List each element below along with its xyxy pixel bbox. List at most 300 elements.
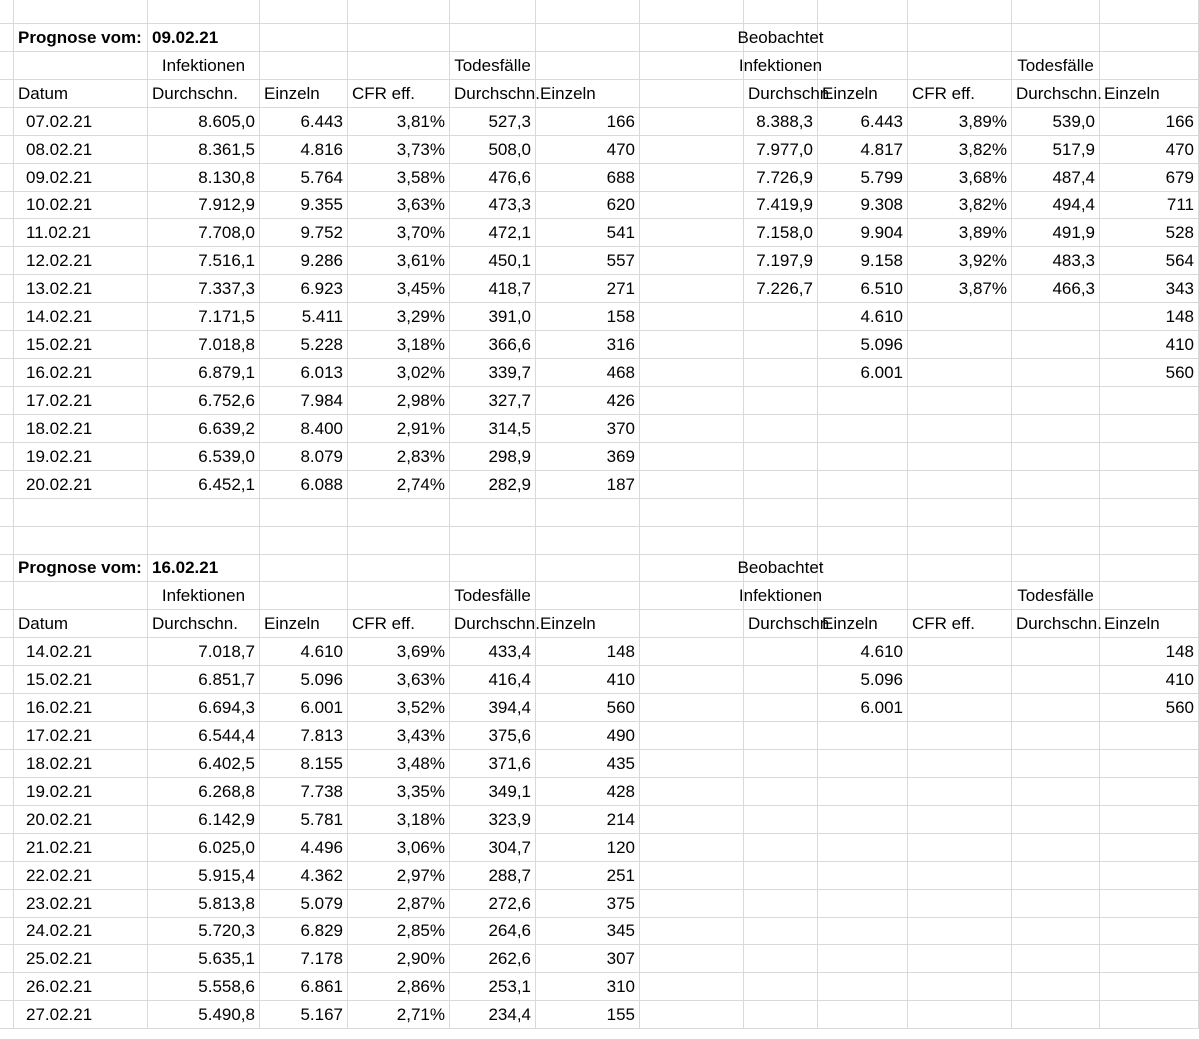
empty-cell[interactable] [1100,24,1199,52]
observed-header-death-single[interactable]: Einzeln [1100,610,1199,638]
observed-infections-average[interactable] [744,862,818,890]
cfr-effective[interactable]: 3,43% [348,722,450,750]
empty-cell[interactable] [818,0,908,24]
infections-single[interactable]: 7.984 [260,387,348,415]
observed-cfr-effective[interactable] [908,638,1012,666]
empty-cell[interactable] [0,303,14,331]
row-date[interactable]: 25.02.21 [14,945,148,973]
observed-group-label[interactable]: Beobachtet [744,555,818,583]
observed-deaths-average[interactable] [1012,638,1100,666]
empty-cell[interactable] [450,0,536,24]
observed-deaths-average[interactable]: 491,9 [1012,219,1100,247]
deaths-average[interactable]: 416,4 [450,666,536,694]
observed-cfr-effective[interactable]: 3,68% [908,164,1012,192]
cfr-effective[interactable]: 3,61% [348,247,450,275]
infections-average[interactable]: 5.490,8 [148,1001,260,1029]
empty-cell[interactable] [0,555,14,583]
cfr-effective[interactable]: 2,87% [348,890,450,918]
row-date[interactable]: 20.02.21 [14,471,148,499]
deaths-single[interactable]: 316 [536,331,640,359]
empty-cell[interactable] [818,555,908,583]
observed-deaths-average[interactable]: 466,3 [1012,275,1100,303]
row-date[interactable]: 15.02.21 [14,666,148,694]
empty-cell[interactable] [640,303,744,331]
observed-deaths-average[interactable] [1012,862,1100,890]
deaths-group-label[interactable]: Todesfälle [450,582,536,610]
observed-header-inf-avg[interactable]: Durchschn. [744,610,818,638]
empty-cell[interactable] [348,499,450,527]
empty-cell[interactable] [0,108,14,136]
observed-infections-average[interactable] [744,722,818,750]
observed-deaths-single[interactable] [1100,890,1199,918]
deaths-single[interactable]: 307 [536,945,640,973]
empty-cell[interactable] [1100,527,1199,555]
observed-deaths-average[interactable]: 483,3 [1012,247,1100,275]
deaths-average[interactable]: 327,7 [450,387,536,415]
empty-cell[interactable] [450,555,536,583]
deaths-single[interactable]: 148 [536,638,640,666]
row-date[interactable]: 22.02.21 [14,862,148,890]
empty-cell[interactable] [0,722,14,750]
cfr-effective[interactable]: 3,35% [348,778,450,806]
row-date[interactable]: 09.02.21 [14,164,148,192]
empty-cell[interactable] [260,527,348,555]
infections-single[interactable]: 6.001 [260,694,348,722]
empty-cell[interactable] [536,52,640,80]
deaths-single[interactable]: 468 [536,359,640,387]
observed-cfr-effective[interactable]: 3,82% [908,192,1012,220]
cfr-effective[interactable]: 3,69% [348,638,450,666]
observed-infections-average[interactable] [744,638,818,666]
cfr-effective[interactable]: 3,58% [348,164,450,192]
empty-cell[interactable] [1100,499,1199,527]
observed-deaths-average[interactable] [1012,1001,1100,1029]
cfr-effective[interactable]: 3,18% [348,331,450,359]
observed-header-inf-avg[interactable]: Durchschn. [744,80,818,108]
observed-infections-single[interactable] [818,918,908,946]
empty-cell[interactable] [260,24,348,52]
empty-cell[interactable] [148,527,260,555]
column-header-inf-single[interactable]: Einzeln [260,80,348,108]
observed-infections-average[interactable] [744,778,818,806]
empty-cell[interactable] [536,527,640,555]
infections-single[interactable]: 6.088 [260,471,348,499]
empty-cell[interactable] [0,415,14,443]
infections-average[interactable]: 5.720,3 [148,918,260,946]
row-date[interactable]: 13.02.21 [14,275,148,303]
empty-cell[interactable] [0,582,14,610]
observed-deaths-average[interactable] [1012,387,1100,415]
observed-deaths-average[interactable] [1012,359,1100,387]
empty-cell[interactable] [1012,527,1100,555]
deaths-single[interactable]: 271 [536,275,640,303]
observed-infections-average[interactable] [744,331,818,359]
observed-infections-average[interactable] [744,945,818,973]
infections-single[interactable]: 5.096 [260,666,348,694]
empty-cell[interactable] [640,0,744,24]
observed-infections-average[interactable]: 7.726,9 [744,164,818,192]
empty-cell[interactable] [0,247,14,275]
observed-infections-average[interactable] [744,834,818,862]
empty-cell[interactable] [148,0,260,24]
observed-deaths-average[interactable] [1012,890,1100,918]
row-date[interactable]: 18.02.21 [14,750,148,778]
infections-single[interactable]: 6.923 [260,275,348,303]
empty-cell[interactable] [348,527,450,555]
deaths-single[interactable]: 187 [536,471,640,499]
forecast-title-date[interactable]: 16.02.21 [148,555,260,583]
observed-infections-average[interactable] [744,443,818,471]
empty-cell[interactable] [260,555,348,583]
observed-deaths-average[interactable] [1012,722,1100,750]
observed-deaths-single[interactable]: 148 [1100,303,1199,331]
cfr-effective[interactable]: 3,81% [348,108,450,136]
empty-cell[interactable] [0,890,14,918]
observed-cfr-effective[interactable] [908,471,1012,499]
empty-cell[interactable] [640,610,744,638]
empty-cell[interactable] [0,694,14,722]
observed-deaths-single[interactable]: 410 [1100,666,1199,694]
observed-infections-single[interactable]: 4.817 [818,136,908,164]
empty-cell[interactable] [640,387,744,415]
observed-infections-single[interactable] [818,778,908,806]
observed-cfr-effective[interactable] [908,331,1012,359]
deaths-average[interactable]: 272,6 [450,890,536,918]
empty-cell[interactable] [640,973,744,1001]
observed-deaths-average[interactable]: 494,4 [1012,192,1100,220]
cfr-effective[interactable]: 2,97% [348,862,450,890]
observed-deaths-single[interactable] [1100,778,1199,806]
empty-cell[interactable] [0,527,14,555]
deaths-single[interactable]: 557 [536,247,640,275]
empty-cell[interactable] [14,52,148,80]
empty-cell[interactable] [450,24,536,52]
infections-average[interactable]: 6.544,4 [148,722,260,750]
empty-cell[interactable] [148,499,260,527]
infections-average[interactable]: 5.813,8 [148,890,260,918]
observed-infections-average[interactable] [744,303,818,331]
empty-cell[interactable] [744,0,818,24]
observed-infections-single[interactable]: 4.610 [818,303,908,331]
empty-cell[interactable] [640,806,744,834]
cfr-effective[interactable]: 3,06% [348,834,450,862]
deaths-single[interactable]: 310 [536,973,640,1001]
observed-deaths-single[interactable] [1100,862,1199,890]
deaths-single[interactable]: 166 [536,108,640,136]
row-date[interactable]: 16.02.21 [14,694,148,722]
empty-cell[interactable] [348,582,450,610]
empty-cell[interactable] [0,1001,14,1029]
observed-cfr-effective[interactable] [908,415,1012,443]
observed-deaths-average[interactable] [1012,778,1100,806]
observed-deaths-single[interactable]: 470 [1100,136,1199,164]
observed-cfr-effective[interactable] [908,359,1012,387]
empty-cell[interactable] [14,527,148,555]
column-header-cfr[interactable]: CFR eff. [348,80,450,108]
observed-deaths-single[interactable]: 711 [1100,192,1199,220]
empty-cell[interactable] [0,471,14,499]
empty-cell[interactable] [536,555,640,583]
infections-average[interactable]: 6.452,1 [148,471,260,499]
empty-cell[interactable] [640,945,744,973]
observed-header-death-single[interactable]: Einzeln [1100,80,1199,108]
row-date[interactable]: 24.02.21 [14,918,148,946]
observed-cfr-effective[interactable] [908,890,1012,918]
observed-deaths-single[interactable] [1100,415,1199,443]
empty-cell[interactable] [0,80,14,108]
observed-infections-single[interactable]: 5.096 [818,331,908,359]
observed-infections-single[interactable] [818,387,908,415]
observed-infections-average[interactable] [744,666,818,694]
cfr-effective[interactable]: 3,18% [348,806,450,834]
forecast-title-date[interactable]: 09.02.21 [148,24,260,52]
infections-group-label[interactable]: Infektionen [148,52,260,80]
empty-cell[interactable] [0,778,14,806]
deaths-average[interactable]: 394,4 [450,694,536,722]
observed-cfr-effective[interactable]: 3,89% [908,219,1012,247]
observed-infections-single[interactable]: 5.799 [818,164,908,192]
observed-deaths-single[interactable] [1100,834,1199,862]
infections-average[interactable]: 7.018,7 [148,638,260,666]
observed-deaths-single[interactable]: 564 [1100,247,1199,275]
empty-cell[interactable] [0,331,14,359]
empty-cell[interactable] [640,890,744,918]
deaths-single[interactable]: 560 [536,694,640,722]
deaths-average[interactable]: 418,7 [450,275,536,303]
empty-cell[interactable] [640,778,744,806]
empty-cell[interactable] [640,331,744,359]
empty-cell[interactable] [536,582,640,610]
observed-infections-average[interactable] [744,387,818,415]
infections-average[interactable]: 8.130,8 [148,164,260,192]
empty-cell[interactable] [0,806,14,834]
observed-infections-average[interactable] [744,890,818,918]
empty-cell[interactable] [1012,24,1100,52]
observed-deaths-single[interactable]: 410 [1100,331,1199,359]
cfr-effective[interactable]: 2,91% [348,415,450,443]
empty-cell[interactable] [536,0,640,24]
infections-average[interactable]: 6.879,1 [148,359,260,387]
infections-average[interactable]: 5.635,1 [148,945,260,973]
observed-infections-average[interactable] [744,1001,818,1029]
infections-average[interactable]: 6.268,8 [148,778,260,806]
empty-cell[interactable] [640,443,744,471]
cfr-effective[interactable]: 3,63% [348,666,450,694]
observed-infections-single[interactable] [818,834,908,862]
deaths-single[interactable]: 155 [536,1001,640,1029]
empty-cell[interactable] [640,666,744,694]
deaths-single[interactable]: 688 [536,164,640,192]
observed-deaths-single[interactable]: 560 [1100,694,1199,722]
empty-cell[interactable] [1100,555,1199,583]
row-date[interactable]: 19.02.21 [14,443,148,471]
observed-infections-single[interactable] [818,722,908,750]
column-header-date[interactable]: Datum [14,610,148,638]
observed-deaths-single[interactable] [1100,750,1199,778]
row-date[interactable]: 20.02.21 [14,806,148,834]
deaths-single[interactable]: 345 [536,918,640,946]
deaths-average[interactable]: 472,1 [450,219,536,247]
empty-cell[interactable] [640,750,744,778]
row-date[interactable]: 12.02.21 [14,247,148,275]
observed-deaths-single[interactable]: 343 [1100,275,1199,303]
observed-cfr-effective[interactable] [908,834,1012,862]
empty-cell[interactable] [640,24,744,52]
infections-single[interactable]: 4.496 [260,834,348,862]
column-header-inf-avg[interactable]: Durchschn. [148,610,260,638]
empty-cell[interactable] [348,52,450,80]
deaths-average[interactable]: 264,6 [450,918,536,946]
observed-deaths-average[interactable]: 517,9 [1012,136,1100,164]
cfr-effective[interactable]: 3,29% [348,303,450,331]
empty-cell[interactable] [450,527,536,555]
empty-cell[interactable] [818,499,908,527]
infections-average[interactable]: 7.516,1 [148,247,260,275]
infections-average[interactable]: 6.694,3 [148,694,260,722]
deaths-single[interactable]: 375 [536,890,640,918]
empty-cell[interactable] [908,24,1012,52]
empty-cell[interactable] [640,638,744,666]
empty-cell[interactable] [0,387,14,415]
cfr-effective[interactable]: 2,98% [348,387,450,415]
deaths-average[interactable]: 433,4 [450,638,536,666]
observed-deaths-single[interactable] [1100,387,1199,415]
empty-cell[interactable] [818,582,908,610]
observed-infections-single[interactable] [818,945,908,973]
empty-cell[interactable] [0,973,14,1001]
empty-cell[interactable] [260,52,348,80]
cfr-effective[interactable]: 2,71% [348,1001,450,1029]
observed-deaths-group-label[interactable]: Todesfälle [1012,582,1100,610]
infections-average[interactable]: 7.912,9 [148,192,260,220]
deaths-average[interactable]: 375,6 [450,722,536,750]
empty-cell[interactable] [908,582,1012,610]
empty-cell[interactable] [0,136,14,164]
column-header-inf-avg[interactable]: Durchschn. [148,80,260,108]
infections-single[interactable]: 6.443 [260,108,348,136]
observed-infections-single[interactable]: 9.904 [818,219,908,247]
observed-header-cfr[interactable]: CFR eff. [908,80,1012,108]
observed-cfr-effective[interactable]: 3,92% [908,247,1012,275]
observed-infections-single[interactable] [818,471,908,499]
cfr-effective[interactable]: 3,70% [348,219,450,247]
infections-average[interactable]: 8.361,5 [148,136,260,164]
cfr-effective[interactable]: 2,85% [348,918,450,946]
observed-infections-single[interactable] [818,443,908,471]
empty-cell[interactable] [744,527,818,555]
empty-cell[interactable] [640,164,744,192]
cfr-effective[interactable]: 3,63% [348,192,450,220]
empty-cell[interactable] [640,275,744,303]
observed-deaths-average[interactable] [1012,806,1100,834]
cfr-effective[interactable]: 3,73% [348,136,450,164]
empty-cell[interactable] [536,24,640,52]
observed-infections-average[interactable]: 7.977,0 [744,136,818,164]
observed-infections-average[interactable]: 8.388,3 [744,108,818,136]
empty-cell[interactable] [536,499,640,527]
observed-cfr-effective[interactable] [908,666,1012,694]
deaths-single[interactable]: 369 [536,443,640,471]
empty-cell[interactable] [260,0,348,24]
infections-single[interactable]: 8.400 [260,415,348,443]
empty-cell[interactable] [1012,499,1100,527]
observed-deaths-single[interactable]: 560 [1100,359,1199,387]
observed-infections-group-label[interactable]: Infektionen [744,582,818,610]
row-date[interactable]: 10.02.21 [14,192,148,220]
observed-infections-average[interactable] [744,471,818,499]
deaths-single[interactable]: 370 [536,415,640,443]
empty-cell[interactable] [640,247,744,275]
empty-cell[interactable] [640,582,744,610]
empty-cell[interactable] [0,24,14,52]
row-date[interactable]: 14.02.21 [14,638,148,666]
empty-cell[interactable] [1100,52,1199,80]
deaths-average[interactable]: 450,1 [450,247,536,275]
deaths-average[interactable]: 234,4 [450,1001,536,1029]
observed-cfr-effective[interactable] [908,694,1012,722]
empty-cell[interactable] [640,415,744,443]
empty-cell[interactable] [0,862,14,890]
observed-infections-single[interactable] [818,415,908,443]
infections-average[interactable]: 7.708,0 [148,219,260,247]
observed-infections-single[interactable] [818,973,908,1001]
observed-cfr-effective[interactable] [908,778,1012,806]
observed-cfr-effective[interactable]: 3,82% [908,136,1012,164]
empty-cell[interactable] [640,1001,744,1029]
empty-cell[interactable] [0,192,14,220]
row-date[interactable]: 21.02.21 [14,834,148,862]
observed-cfr-effective[interactable] [908,303,1012,331]
observed-deaths-single[interactable] [1100,973,1199,1001]
empty-cell[interactable] [0,638,14,666]
observed-infections-single[interactable]: 6.001 [818,359,908,387]
infections-average[interactable]: 5.558,6 [148,973,260,1001]
empty-cell[interactable] [640,136,744,164]
observed-deaths-average[interactable] [1012,666,1100,694]
observed-infections-single[interactable]: 9.158 [818,247,908,275]
observed-infections-average[interactable] [744,750,818,778]
infections-single[interactable]: 5.167 [260,1001,348,1029]
empty-cell[interactable] [0,499,14,527]
deaths-single[interactable]: 214 [536,806,640,834]
observed-deaths-average[interactable]: 539,0 [1012,108,1100,136]
observed-infections-single[interactable] [818,890,908,918]
observed-infections-single[interactable]: 6.510 [818,275,908,303]
empty-cell[interactable] [0,443,14,471]
column-header-death-single[interactable]: Einzeln [536,80,640,108]
observed-infections-single[interactable]: 6.443 [818,108,908,136]
observed-deaths-average[interactable] [1012,945,1100,973]
observed-infections-average[interactable] [744,359,818,387]
observed-infections-single[interactable]: 4.610 [818,638,908,666]
empty-cell[interactable] [0,834,14,862]
observed-infections-average[interactable] [744,806,818,834]
empty-cell[interactable] [0,666,14,694]
infections-average[interactable]: 6.639,2 [148,415,260,443]
observed-infections-group-label[interactable]: Infektionen [744,52,818,80]
observed-cfr-effective[interactable] [908,387,1012,415]
row-date[interactable]: 15.02.21 [14,331,148,359]
observed-cfr-effective[interactable] [908,918,1012,946]
observed-deaths-single[interactable] [1100,471,1199,499]
empty-cell[interactable] [14,0,148,24]
empty-cell[interactable] [14,582,148,610]
infections-single[interactable]: 9.355 [260,192,348,220]
infections-single[interactable]: 8.155 [260,750,348,778]
empty-cell[interactable] [348,555,450,583]
deaths-single[interactable]: 428 [536,778,640,806]
deaths-average[interactable]: 527,3 [450,108,536,136]
